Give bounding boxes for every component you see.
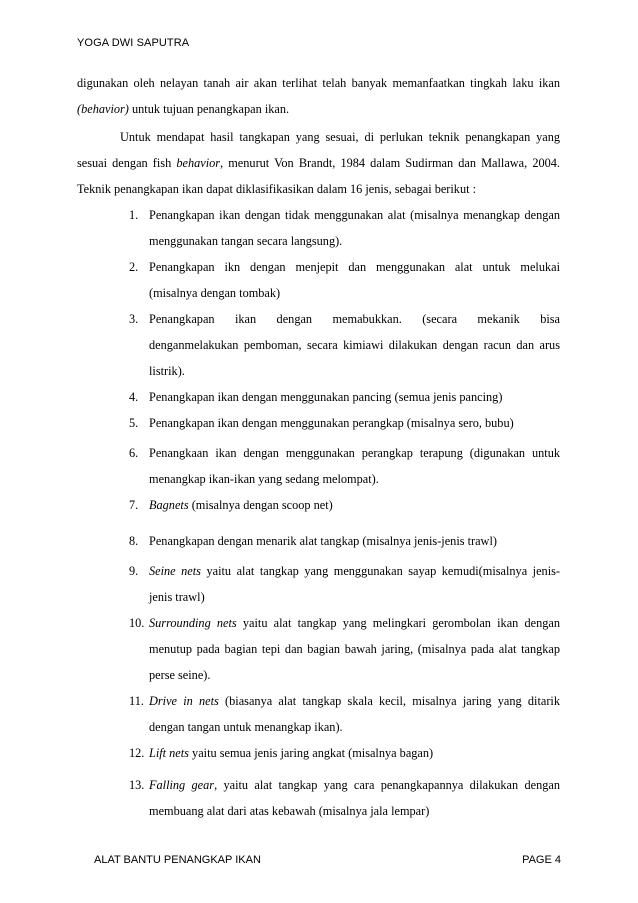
text-line: sesuai dengan fish behavior, menurut Von Brandt, 1984 dalam Sudirman dan Mallawa, 2004.: [77, 156, 560, 170]
list-item-text: Lift nets yaitu semua jenis jaring angkat (misalnya bagan): [149, 746, 434, 760]
paragraph-continuation: [77, 70, 560, 122]
list-item-number: 9.: [129, 564, 139, 578]
numbered-list: [129, 202, 560, 842]
list-item: [129, 440, 560, 492]
list-item-number: 6.: [129, 446, 139, 460]
list-item-text: menangkap ikan-ikan yang sedang melompat).: [149, 472, 379, 486]
list-item: [129, 688, 560, 740]
list-item-text: Falling gear, yaitu alat tangkap yang cara penangkapannya dilakukan dengan: [149, 778, 560, 792]
list-item-text: (misalnya dengan tombak): [149, 286, 281, 300]
list-item: [129, 306, 560, 384]
list-item-number: 10.: [129, 616, 145, 630]
text-line: (behavior) untuk tujuan penangkapan ikan.: [77, 102, 290, 116]
italic-term: Seine nets: [149, 564, 201, 578]
list-item: [129, 772, 560, 824]
list-item-text: Penangkapan ikan dengan menggunakan pancing (semua jenis pancing): [149, 390, 503, 404]
list-item-number: 11.: [129, 694, 144, 708]
page-number: PAGE 4: [522, 854, 561, 866]
italic-term: Drive in nets: [149, 694, 219, 708]
list-item-text: Penangkapan dengan menarik alat tangkap (misalnya jenis-jenis trawl): [149, 534, 497, 548]
list-item-number: 2.: [129, 260, 139, 274]
list-item-text: Penangkaan ikan dengan menggunakan perangkap terapung (digunakan untuk: [149, 446, 560, 460]
list-item: [129, 492, 560, 518]
list-item: [129, 202, 560, 254]
list-item-number: 5.: [129, 416, 139, 430]
list-item: [129, 558, 560, 610]
list-item-text: Penangkapan ikan dengan menggunakan perangkap (misalnya sero, bubu): [149, 416, 514, 430]
list-item-number: 3.: [129, 312, 139, 326]
list-item: [129, 528, 560, 554]
text-line: Untuk mendapat hasil tangkapan yang sesuai, di perlukan teknik penangkapan yang: [120, 130, 560, 144]
text-line: Teknik penangkapan ikan dapat diklasifikasikan dalam 16 jenis, sebagai berikut :: [77, 182, 477, 196]
list-item-number: 12.: [129, 746, 145, 760]
list-item: [129, 384, 560, 410]
list-item-text: Penangkapan ikn dengan menjepit dan menggunakan alat untuk melukai: [149, 260, 560, 274]
list-item-number: 13.: [129, 778, 145, 792]
list-item: [129, 254, 560, 306]
text-line: digunakan oleh nelayan tanah air akan terlihat telah banyak memanfaatkan tingkah laku ikan: [77, 76, 560, 90]
footer-title: ALAT BANTU PENANGKAP IKAN: [94, 854, 261, 866]
list-item-text: denganmelakukan pemboman, secara kimiawi dilakukan dengan racun dan arus: [149, 338, 560, 352]
list-item-number: 8.: [129, 534, 139, 548]
list-item-text: Seine nets yaitu alat tangkap yang menggunakan sayap kemudi(misalnya jenis-: [149, 564, 560, 578]
list-item: [129, 610, 560, 688]
list-item-number: 1.: [129, 208, 139, 222]
list-item-number: 7.: [129, 498, 139, 512]
list-item-text: perse seine).: [149, 668, 211, 682]
paragraph-intro: [77, 124, 560, 202]
italic-term: Falling gear: [149, 778, 215, 792]
list-item-text: Drive in nets (biasanya alat tangkap skala kecil, misalnya jaring yang ditarik: [149, 694, 560, 708]
italic-term: Lift nets: [149, 746, 189, 760]
list-item-text: membuang alat dari atas kebawah (misalnya jala lempar): [149, 804, 430, 818]
page-header-author: YOGA DWI SAPUTRA: [77, 37, 190, 49]
italic-term: Surrounding nets: [149, 616, 237, 630]
list-item-text: Surrounding nets yaitu alat tangkap yang melingkari gerombolan ikan dengan: [149, 616, 560, 630]
list-item: [129, 410, 560, 436]
list-item-number: 4.: [129, 390, 139, 404]
italic-term: behavior: [176, 156, 221, 170]
list-item-text: jenis trawl): [149, 590, 205, 604]
italic-term: (behavior): [77, 102, 129, 116]
list-item-text: Penangkapan ikan dengan tidak menggunakan alat (misalnya menangkap dengan: [149, 208, 560, 222]
list-item-text: Bagnets (misalnya dengan scoop net): [149, 498, 333, 512]
list-item-text: menggunakan tangan secara langsung).: [149, 234, 343, 248]
list-item-text: Penangkapan ikan dengan memabukkan. (secara mekanik bisa: [149, 312, 560, 326]
italic-term: Bagnets: [149, 498, 189, 512]
list-item: [129, 740, 560, 766]
list-item-text: menutup pada bagian tepi dan bagian bawah jaring, (misalnya pada alat tangkap: [149, 642, 560, 656]
list-item-text: listrik).: [149, 364, 185, 378]
list-item-text: dengan tangan untuk menangkap ikan).: [149, 720, 343, 734]
